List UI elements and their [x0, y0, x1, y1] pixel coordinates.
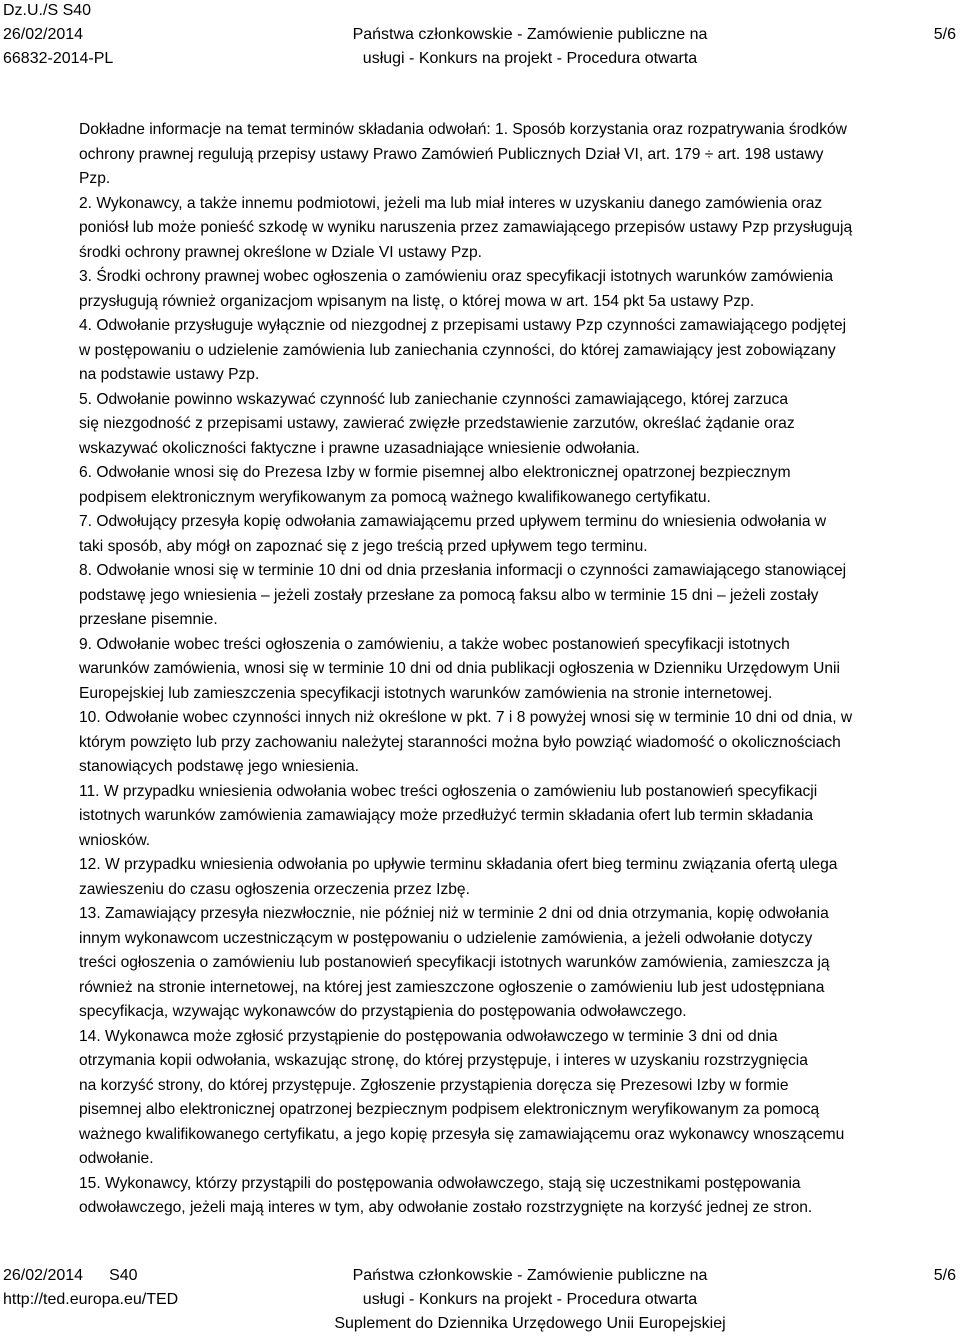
- header-title-block: [332, 0, 728, 71]
- footer-right-block: [934, 1264, 956, 1288]
- body-text-line: na podstawie ustawy Pzp.: [79, 366, 260, 383]
- footer-page-number: 5/6: [933, 1267, 956, 1284]
- body-text-line: 9. Odwołanie wobec treści ogłoszenia o zamówieniu, a także wobec postanowień specyfikacji istotnych: [79, 635, 790, 653]
- body-text-line: 11. W przypadku wniesienia odwołania wobec treści ogłoszenia o zamówieniu lub postanowień specyfikacji: [79, 782, 818, 800]
- body-text-line: wskazywać okoliczności faktyczne i prawne uzasadniające wniesienie odwołania.: [79, 439, 640, 457]
- body-text-line: odwoławczego, jeżeli mają interes w tym, aby odwołanie zostało rozstrzygnięte na korzyść jednej ze stron.: [79, 1199, 813, 1216]
- body-text-line: 2. Wykonawcy, a także innemu podmiotowi, jeżeli ma lub miał interes w uzyskaniu danego zamówienia oraz: [79, 194, 823, 212]
- body-text-line: ważnego kwalifikowanego certyfikatu, a jego kopię przesyła się zamawiającemu oraz wykonawcy wnoszącemu: [79, 1125, 845, 1143]
- body-text-line: 3. Środki ochrony prawnej wobec ogłoszenia o zamówieniu oraz specyfikacji istotnych warunków zamówienia: [79, 268, 834, 285]
- body-text-line: środki ochrony prawnej określone w Dziale VI ustawy Pzp.: [79, 243, 483, 261]
- body-text-line: treści ogłoszenia o zamówieniu lub postanowień specyfikacji istotnych warunków zamówienia, zamieszcza ją: [79, 954, 830, 971]
- body-text-line: 5. Odwołanie powinno wskazywać czynność lub zaniechanie czynności zamawiającego, której zarzuca: [79, 390, 789, 408]
- body-text-line: 6. Odwołanie wnosi się do Prezesa Izby w formie pisemnej albo elektronicznej opatrzonej bezpiecznym: [79, 464, 791, 481]
- body-text-line: zawieszeniu do czasu ogłoszenia orzeczenia przez Izbę.: [79, 880, 470, 898]
- body-text-line: przesłane pisemnie.: [79, 611, 218, 628]
- body-text-line: taki sposób, aby mógł on zapoznać się z jego treścią przed upływem tego terminu.: [79, 537, 648, 555]
- body-text-line: otrzymania kopii odwołania, wskazując stronę, do której przystępuje, i interes w uzyskaniu rozstrzygnięcia: [79, 1052, 808, 1069]
- body-text-line: innym wykonawcom uczestniczącym w postępowaniu o udzielenie zamówienia, a jeżeli odwołanie dotyczy: [79, 929, 813, 947]
- footer-date: 26/02/2014: [3, 1267, 84, 1284]
- body-text-line: 8. Odwołanie wnosi się w terminie 10 dni od dnia przesłania informacji o czynności zamawiającego stanowiącej: [79, 562, 847, 579]
- footer-left-block: [3, 1264, 178, 1312]
- header-left-block: [3, 0, 113, 71]
- body-text-line: ochrony prawnej regulują przepisy ustawy Prawo Zamówień Publicznych Dział VI, art. 179 ÷ art. 198 ustawy: [79, 145, 824, 163]
- footer-url: http://ted.europa.eu/TED: [3, 1291, 179, 1308]
- footer-title-line1: Państwa członkowskie - Zamówienie publiczne na: [352, 1267, 708, 1284]
- body-text-line: podstawę jego wniesienia – jeżeli zostały przesłane za pomocą faksu albo w terminie 15 dni – jeżeli zostały: [79, 586, 819, 604]
- body-text-line: wniosków.: [79, 831, 151, 849]
- body-text-line: poniósł lub może ponieść szkodę w wyniku naruszenia przez zamawiającego przepisów ustawy Pzp przysługują: [79, 219, 853, 236]
- body-text-line: Dokładne informacje na temat terminów składania odwołań: 1. Sposób korzystania oraz rozpatrywania środków: [79, 121, 847, 138]
- body-text-line: przysługują również organizacjom wpisanym na listę, o której mowa w art. 154 pkt 5a ustawy Pzp.: [79, 292, 755, 310]
- body-text-line: warunków zamówienia, wnosi się w terminie 10 dni od dnia publikacji ogłoszenia w Dzienniku Urzędowym Unii: [79, 660, 840, 677]
- body-text-line: Europejskiej lub zamieszczenia specyfikacji istotnych warunków zamówienia na stronie internetowej.: [79, 684, 773, 702]
- header-right-block: [934, 0, 956, 47]
- body-text-line: podpisem elektronicznym weryfikowanym za pomocą ważnego kwalifikowanego certyfikatu.: [79, 488, 711, 506]
- body-text-line: na korzyść strony, do której przystępuje. Zgłoszenie przystąpienia doręcza się Prezesowi Izby w formie: [79, 1076, 789, 1094]
- header-title-line2: usługi - Konkurs na projekt - Procedura otwarta: [362, 50, 698, 67]
- header-doc-series: Dz.U./S S40: [3, 2, 92, 19]
- body-text-line: Pzp.: [79, 170, 111, 187]
- document-body: [79, 118, 959, 1221]
- body-text-line: stanowiących podstawę jego wniesienia.: [79, 758, 359, 775]
- header-title-line1: Państwa członkowskie - Zamówienie publiczne na: [352, 26, 708, 43]
- body-text-line: się niezgodność z przepisami ustawy, zawierać zwięzłe przedstawienie zarzutów, określać żądanie oraz: [79, 415, 795, 432]
- body-text-line: istotnych warunków zamówienia zamawiający może przedłużyć termin składania ofert lub termin składania: [79, 807, 814, 824]
- body-text-line: 15. Wykonawcy, którzy przystąpili do postępowania odwoławczego, stają się uczestnikami postępowania: [79, 1174, 801, 1192]
- body-text-line: również na stronie internetowej, na której jest zamieszczone ogłoszenie o zamówieniu lub jest udostępniana: [79, 978, 825, 996]
- footer-title-block: [332, 1264, 728, 1336]
- body-text-line: 4. Odwołanie przysługuje wyłącznie od niezgodnej z przepisami ustawy Pzp czynności zamawiającego podjętej: [79, 317, 847, 334]
- body-text-line: specyfikacja, wzywając wykonawców do przystąpienia do postępowania odwoławczego.: [79, 1003, 687, 1020]
- body-text-line: którym powzięto lub przy zachowaniu należytej staranności można było powziąć wiadomość o okolicznościach: [79, 733, 841, 751]
- body-text-line: 7. Odwołujący przesyła kopię odwołania zamawiającemu przed upływem terminu do wniesienia odwołania w: [79, 513, 827, 530]
- header-notice-id: 66832-2014-PL: [3, 50, 114, 67]
- body-text-line: 14. Wykonawca może zgłosić przystąpienie do postępowania odwoławczego w terminie 3 dni od dnia: [79, 1027, 778, 1045]
- footer-title-line3: Suplement do Dziennika Urzędowego Unii Europejskiej: [334, 1315, 726, 1332]
- body-text-line: 12. W przypadku wniesienia odwołania po upływie terminu składania ofert bieg terminu związania ofertą ulega: [79, 856, 838, 873]
- body-text-line: pisemnej albo elektronicznej opatrzonej bezpiecznym podpisem elektronicznym weryfikowanym za pomocą: [79, 1101, 820, 1118]
- header-page-number: 5/6: [933, 26, 956, 43]
- page-footer: [0, 1264, 960, 1334]
- footer-series: S40: [109, 1267, 138, 1284]
- body-text-line: w postępowaniu o udzielenie zamówienia lub zaniechania czynności, do której zamawiający jest zobowiązany: [79, 341, 836, 359]
- body-text-line: 13. Zamawiający przesyła niezwłocznie, nie później niż w terminie 2 dni od dnia otrzymania, kopię odwołania: [79, 905, 829, 922]
- header-date: 26/02/2014: [3, 26, 84, 43]
- footer-title-line2: usługi - Konkurs na projekt - Procedura otwarta: [362, 1291, 698, 1308]
- page-header: [0, 0, 960, 71]
- body-text-line: odwołanie.: [79, 1150, 154, 1167]
- body-text-line: 10. Odwołanie wobec czynności innych niż określone w pkt. 7 i 8 powyżej wnosi się w terminie 10 dni od dnia, w: [79, 709, 853, 726]
